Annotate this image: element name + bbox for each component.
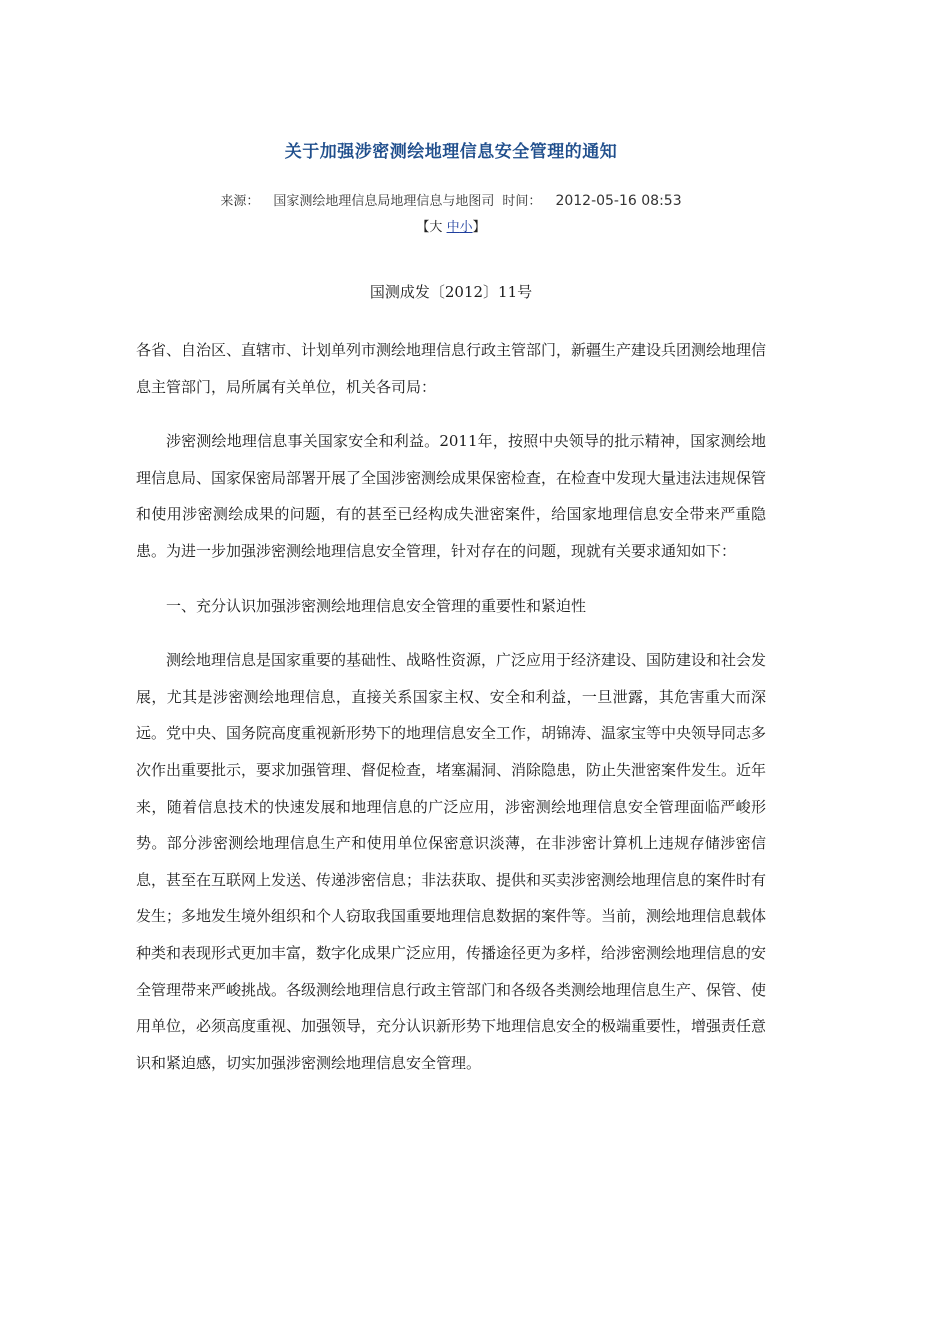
section-heading-1: 一、充分认识加强涉密测绘地理信息安全管理的重要性和紧迫性 [166,596,587,615]
page-title: 关于加强涉密测绘地理信息安全管理的通知 [284,142,618,162]
time-label: 时间： [502,194,542,209]
font-size-switcher [136,216,766,235]
body-paragraph-2: 测绘地理信息是国家重要的基础性、战略性资源，广泛应用于经济建设、国防建设和社会发展，尤其是涉密测绘地理信息，直接关系国家主权、安全和利益，一旦泄露，其危害重大而深远。党中央、国务院高度重视新形势下的地理信息安全工作，胡锦涛、温家宝等中央领导同志多次作出重要批示，要求加强管理、督促检查，堵塞漏洞、消除隐患，防止失泄密案件发生。近年来，随着信息技术的快速发展和地理信息的广泛应用，涉密测绘地理信息安全管理面临严峻形势。部分涉密测绘地理信息生产和使用单位保密意识淡薄，在非涉密计算机上违规存储涉密信息，甚至在互联网上发送、传递涉密信息；非法获取、提供和买卖涉密测绘地理信息的案件时有发生；多地发生境外组织和个人窃取我国重要地理信息数据的案件等。当前，测绘地理信息载体种类和表现形式更加丰富，数字化成果广泛应用，传播途径更为多样，给涉密测绘地理信息的安全管理带来严峻挑战。各级测绘地理信息行政主管部门和各级各类测绘地理信息生产、保管、使用单位，必须高度重视、加强领导，充分认识新形势下地理信息安全的极端重要性，增强责任意识和紧迫感，切实加强涉密测绘地理信息安全管理。 [136,651,767,1072]
font-size-small-link[interactable]: 小 [459,220,473,235]
bracket-open: 【 [416,220,430,235]
time-value: 2012-05-16 08:53 [555,193,682,209]
document-number: 国测成发〔2012〕11号 [369,283,533,301]
bracket-close: 】 [472,220,486,235]
source-value: 国家测绘地理信息局地理信息与地图司 [273,194,495,209]
addressee-paragraph: 各省、自治区、直辖市、计划单列市测绘地理信息行政主管部门，新疆生产建设兵团测绘地理信息主管部门，局所属有关单位，机关各司局： [136,341,767,396]
article-meta [136,190,766,209]
body-paragraph-1: 涉密测绘地理信息事关国家安全和利益。2011年，按照中央领导的批示精神，国家测绘地理信息局、国家保密局部署开展了全国涉密测绘成果保密检查，在检查中发现大量违法违规保管和使用涉密测绘成果的问题，有的甚至已经构成失泄密案件，给国家地理信息安全带来严重隐患。为进一步加强涉密测绘地理信息安全管理，针对存在的问题，现就有关要求通知如下： [136,432,767,560]
font-size-medium-link[interactable]: 中 [446,220,460,235]
article-body [136,332,766,1099]
source-label: 来源： [220,194,260,209]
font-size-large[interactable]: 大 [429,220,443,235]
